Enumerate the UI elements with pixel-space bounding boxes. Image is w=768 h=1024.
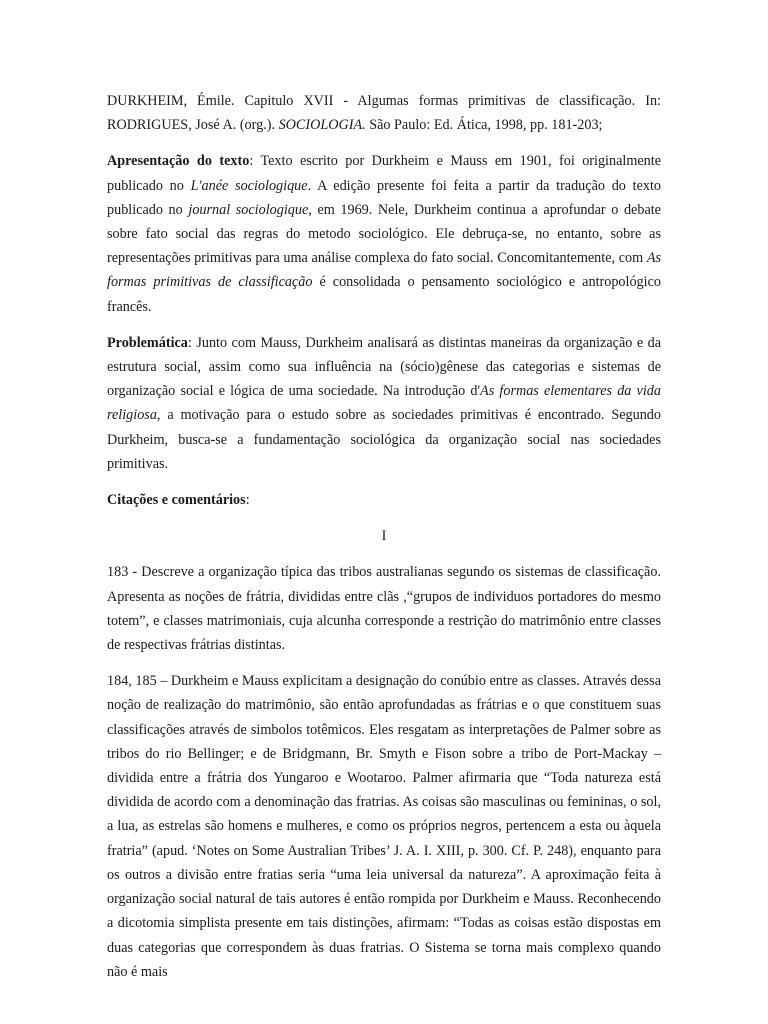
apresentacao-italic: L'anée sociologique — [190, 177, 308, 194]
reference-text: DURKHEIM, Émile. Capitulo XVII - Algumas formas primitivas de classificação. In: RODRIGUES, José A. (org.). — [107, 93, 661, 134]
problematica-text: : Junto com Mauss, Durkheim analisará as distintas maneiras da organização e da estrutura social, assim como sua influência na (sócio)gênese das categorias e sistemas de organização social e lógica de uma sociedade. Na introdução d' — [107, 334, 661, 400]
reference-book-title: SOCIOLOGIA. — [278, 117, 366, 134]
apresentacao-paragraph — [107, 149, 661, 318]
entry-184-185: 184, 185 – Durkheim e Mauss explicitam a designação do conúbio entre as classes. Através dessa noção de realização do matrimônio, são então aprofundadas as frátrias e o que constituem suas classificações através de simbolos totêmicos. Eles resgatam as interpretações de Palmer sobre as tribos do rio Bellinger; e de Bridgmann, Br. Smyth e Fison sobre a tribo de Port-Mackay – dividida entre a frátria dos Yungaroo e Wootaroo. Palmer afirmaria que “Toda natureza está dividida de acordo com a denominação das fratrias. As coisas são masculinas ou femininas, o sol, a lua, as estrelas são homens e mulheres, e como os próprios negros, pertencem a esta ou àquela fratria” (apud. ‘Notes on Some Australian Tribes’ J. A. I. XIII, p. 300. Cf. P. 248), enquanto para os outros a divisão entre fratias seria “uma leia universal da natureza”. A aproximação feita à organização social natural de tais autores é então rompida por Durkheim e Mauss. Reconhecendo a dicotomia simplista presente em tais distinções, afirmam: “Todas as coisas estão dispostas em duas categorias que correspondem às duas fratrias. O Sistema se torna mais complexo quando não é mais — [107, 673, 661, 980]
citacoes-heading: Citações e comentários — [107, 492, 246, 509]
apresentacao-text: . A edição presente foi feita a partir da tradução do texto publicado no — [107, 177, 661, 218]
citacoes-colon: : — [245, 492, 250, 509]
apresentacao-italic: journal sociologique — [188, 201, 309, 218]
document-body — [107, 89, 661, 996]
apresentacao-text: , em 1969. Nele, Durkheim continua a aprofundar o debate sobre fato social das regras do metodo sociológico. Ele debruça-se, no entanto, sobre as representações primitivas para uma análise complexa do fato social. Concomitantemente, com — [107, 201, 661, 267]
problematica-italic: As formas elementares da vida religiosa — [107, 383, 661, 424]
apresentacao-heading: Apresentação do texto — [107, 153, 250, 170]
reference-publisher: São Paulo: Ed. Ática, 1998, pp. 181-203; — [365, 117, 603, 134]
apresentacao-text: é consolidada o pensamento sociológico e antropológico francês. — [107, 274, 661, 315]
problematica-text: , a motivação para o estudo sobre as sociedades primitivas é encontrado. Segundo Durkheim, busca-se a fundamentação sociológica da organização social nas sociedades primitivas. — [107, 407, 661, 472]
problematica-paragraph — [107, 331, 661, 476]
entry-183: 183 - Descreve a organização típica das tribos australianas segundo os sistemas de classificação. Apresenta as noções de frátria, divididas entre clãs ,“grupos de individuos portadores do mesmo totem”, e classes matrimoniais, cuja alcunha corresponde a restrição do matrimônio entre classes de respectivas frátrias distintas. — [107, 564, 661, 654]
citacoes-heading-line — [107, 488, 661, 512]
section-numeral: I — [381, 528, 387, 545]
bibliographic-reference — [107, 89, 661, 137]
apresentacao-italic: As formas primitivas de classificação — [107, 250, 661, 291]
problematica-heading: Problemática — [107, 334, 188, 351]
apresentacao-text: : Texto escrito por Durkheim e Mauss em 1901, foi originalmente publicado no — [107, 153, 661, 194]
